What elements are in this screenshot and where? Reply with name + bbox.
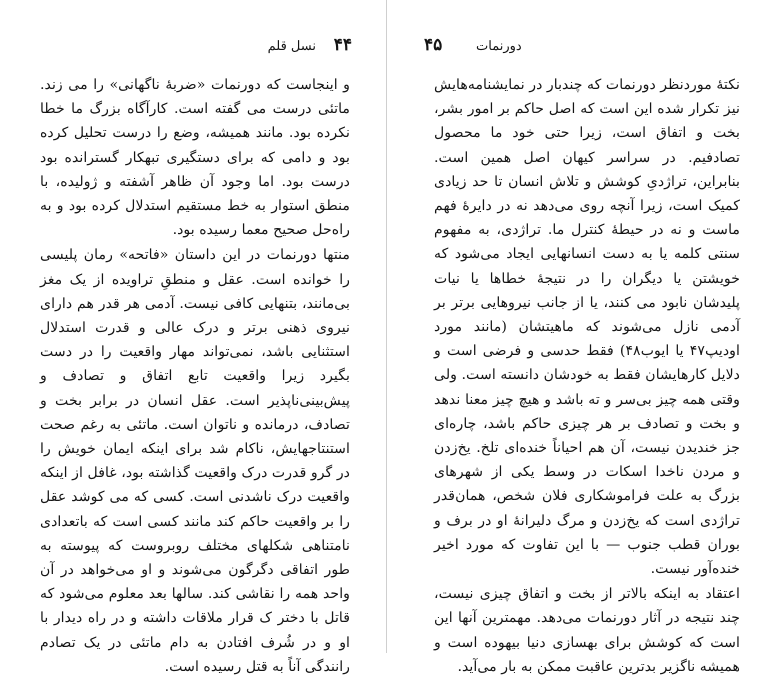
left-paragraph-1: و اینجاست که دورنمات «ضربهٔ ناگهانی» را می زند. ماتئی درست می گفته است. کارآگاه بزرگ ما خطا نکرده بود. مانند همیشه، وضع را درست تحلیل کرده بود و دامی که برای دستگیری تبهکار گسترانده بود درست بود. اما وجود آن ظاهر آشفته و ژولیده، با منطق استوار به خط مستقیم استدلال کرده بود و به راه‌حل صحیح معما رسیده بود. bbox=[40, 77, 350, 239]
right-page-number: ۴۵ bbox=[424, 35, 443, 55]
left-running-title: نسل قلم bbox=[267, 39, 316, 54]
right-page-body bbox=[434, 73, 740, 679]
page-gutter-divider bbox=[386, 0, 387, 653]
right-paragraph-1: نکتهٔ موردنظر دورنمات که چندبار در نمایشنامه‌هایش نیز تکرار شده این است که اصل حاکم بر امور بشر، بخت و اتفاق است، زیرا حتی خود ما محصول تصادفیم. در سراسر کیهان اصل همین است. بنابراین، تراژدیِ کوشش و تلاش انسان تا حد زیادی کمیک است، زیرا آنچه روی می‌دهد نه در دایرهٔ فهم ماست و نه در حیطهٔ کنترل ما. تراژدی، به مفهوم سنتی کلمه یا به دست انسانهایی ایجاد می‌شود که خویشتن یا دیگران را در نتیجهٔ خطاها یا نیات پلیدشان نابود می کنند، یا از جانب نیروهایی برتر بر آدمی نازل می‌شوند که ماهیتشان (مانند مورد اودیپ۴۷ یا ایوب۴۸) فقط حدسی و فرضی است و دلایل کارهایشان فقط به خودشان دانسته است. ولی وقتی همه چیز بی‌سر و ته باشد و هیچ چیز معنا ندهد و بخت و تصادف بر هر چیزی حاکم باشد، چاره‌ای جز خندیدن نیست، آن هم احیاناً خنده‌ای تلخ. یخ‌زدن و مردن ناخدا اسکات در وسط یکی از شهرهای بزرگ به علت فراموشکاری فلان شخص، همان‌قدر تراژدی است که یخ‌زدن و مرگ دلیرانهٔ او در برف و بوران قطب جنوب — با این تفاوت که مورد اخیر خنده‌آور نیست. bbox=[434, 77, 740, 578]
left-page-header bbox=[248, 36, 352, 58]
left-page bbox=[0, 0, 386, 675]
left-page-body bbox=[40, 73, 350, 679]
left-paragraph-2: منتها دورنمات در این داستان «فاتحه» رمان پلیسی را خوانده است. عقل و منطقِ تراویده از یک مغز بی‌مانند، بتنهایی کافی نیست. آدمی هر قدر هم دارای نیروی ذهنی برتر و درک عالی و قدرت استدلال استثنایی باشد، نمی‌تواند مهار واقعیت را در دست بگیرد زیرا واقعیت تابع اتفاق و تصادف و پیش‌بینی‌ناپذیر است. عقل انسان در برابر بخت و تصادف، درمانده و ناتوان است. ماتئی به رغم صحت استنتاجهایش، ناکام شد برای اینکه ایمان خویش را در گرو قدرت درک واقعیت گذاشته بود، غافل از اینکه واقعیت درک ناشدنی است. کسی که می کوشد عقل را بر واقعیت حاکم کند مانند کسی است که باتعدادی نامتناهی شکلهای مختلف روبروست که پیوسته به طور اتفاقی دگرگون می‌شوند و او می‌خواهد در آن واحد همه را نقاشی کند. سالها بعد معلوم می‌شود که قاتل با دختر ک قرار ملاقات داشته و در راه دیدار با او و در شُرف افتادن به دام ماتئی در یک تصادم رانندگی آناً به قتل رسیده است. bbox=[40, 247, 350, 675]
left-page-number: ۴۴ bbox=[333, 35, 352, 55]
right-paragraph-2: اعتقاد به اینکه بالاتر از بخت و اتفاق چیزی نیست، چند نتیجه در آثار دورنمات می‌دهد. مهمترین آنها این است که کوشش برای بهسازی دنیا بیهوده است و همیشه ناگزیر بدترین عاقبت ممکن به بار می‌آید. bbox=[434, 586, 740, 675]
right-running-title: دورنمات bbox=[476, 39, 522, 54]
right-page bbox=[388, 0, 774, 675]
right-page-header bbox=[424, 36, 522, 58]
